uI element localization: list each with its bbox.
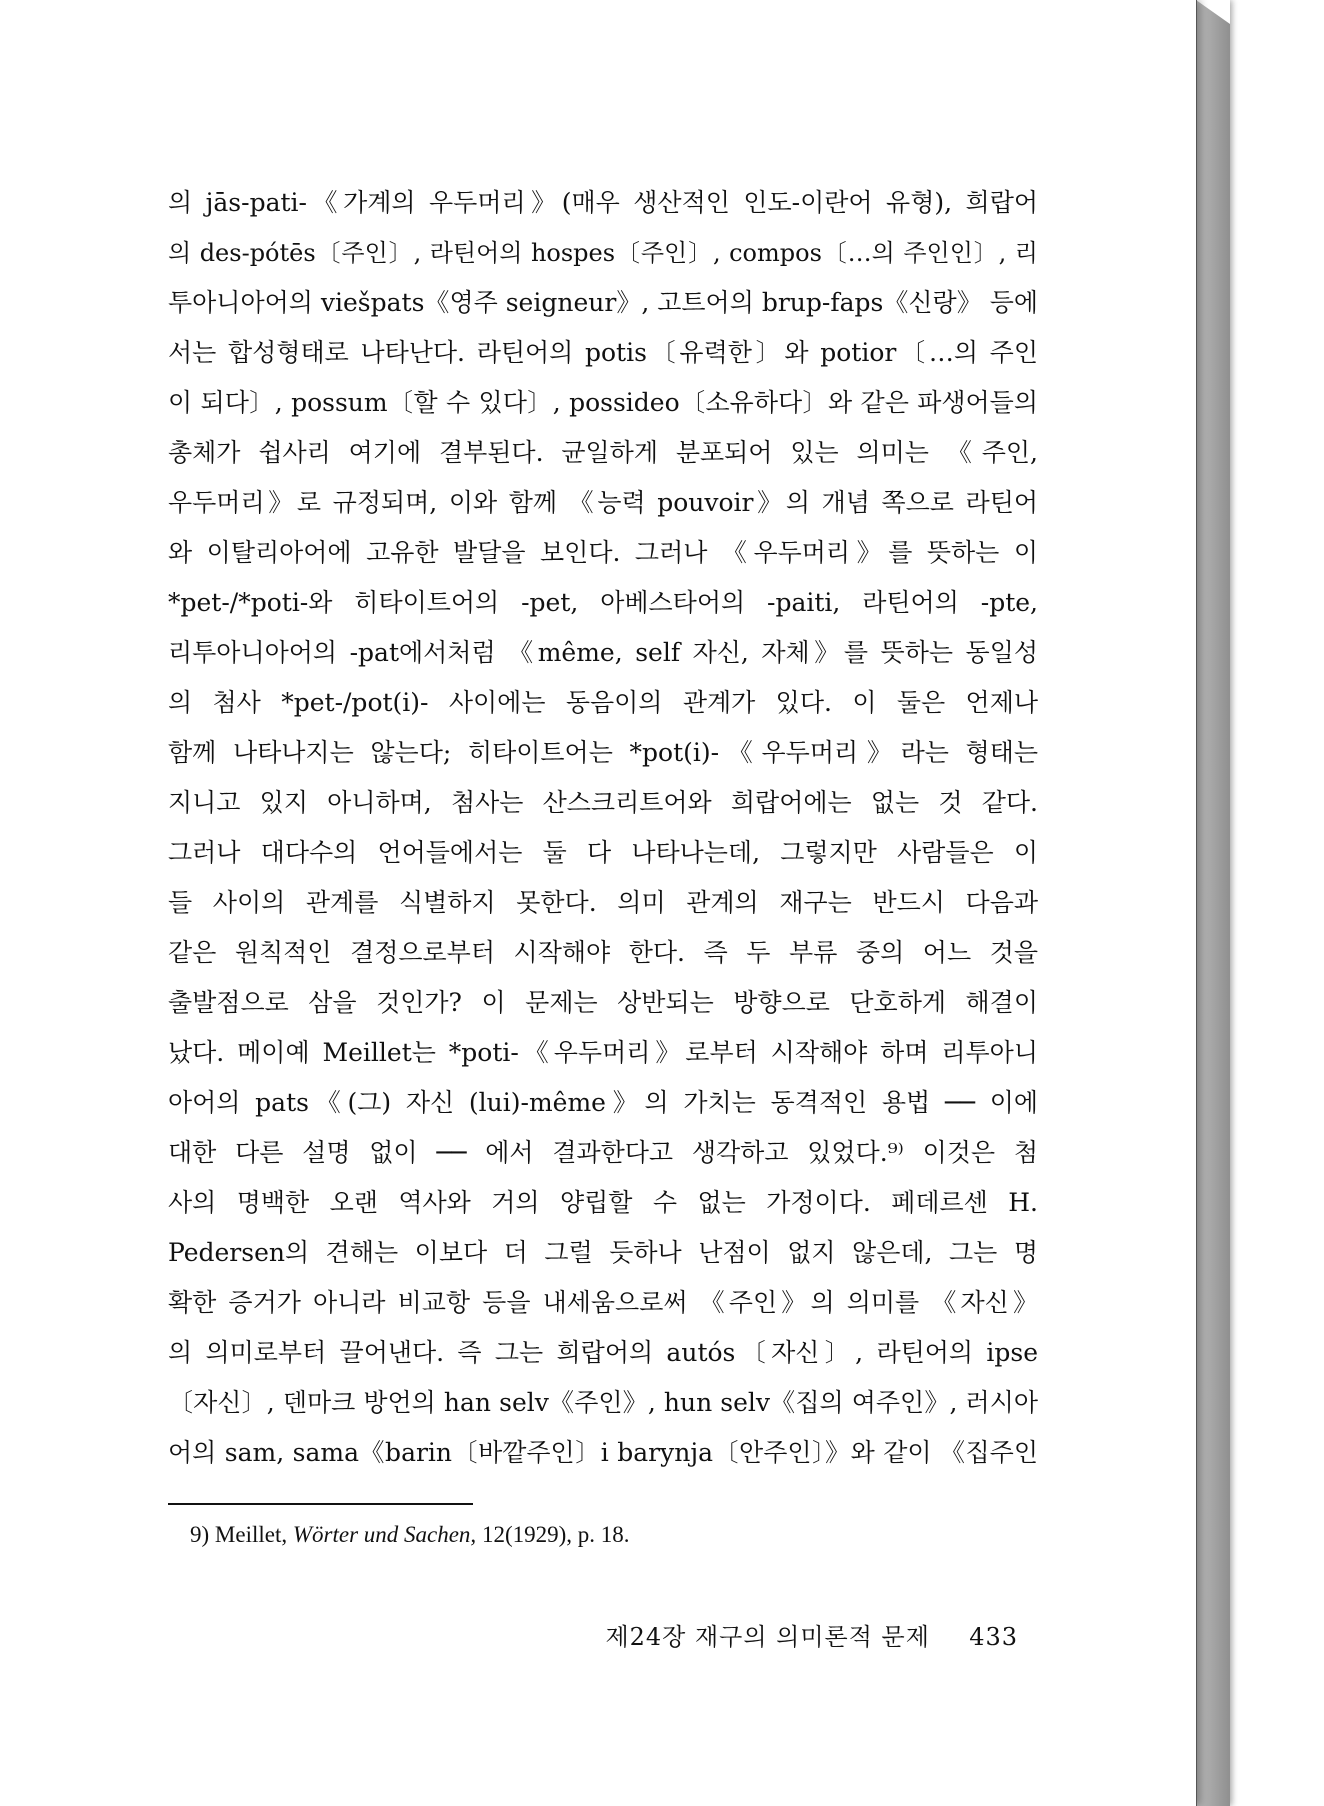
body-line: 났다. 메이예 Meillet는 *poti-《우두머리》로부터 시작해야 하며 리투아니	[168, 1038, 1038, 1067]
footnote-citation: 12(1929), p. 18.	[481, 1522, 630, 1547]
footnote-title: Wörter und Sachen,	[292, 1522, 477, 1547]
body-line: 확한 증거가 아니라 비교항 등을 내세움으로써 《주인》의 의미를 《자신》	[168, 1288, 1038, 1317]
body-line: 총체가 쉽사리 여기에 결부된다. 균일하게 분포되어 있는 의미는 《주인,	[168, 438, 1038, 467]
running-footer	[583, 1617, 1018, 1652]
body-line: 지니고 있지 아니하며, 첨사는 산스크리트어와 희랍어에는 없는 것 같다.	[168, 788, 1038, 817]
page-number: 433	[969, 1623, 1018, 1651]
body-line: 의 의미로부터 끌어낸다. 즉 그는 희랍어의 autós〔자신〕, 라틴어의 ipse	[168, 1338, 1038, 1367]
body-line: 대한 다른 설명 없이 ── 에서 결과한다고 생각하고 있었다.⁹⁾ 이것은 첨	[168, 1138, 1038, 1167]
body-line: 의 des-pótēs〔주인〕, 라틴어의 hospes〔주인〕, compos〔…의 주인인〕, 리	[168, 239, 1038, 267]
footnote-number: 9)	[190, 1522, 210, 1547]
footnote-author: Meillet,	[214, 1522, 288, 1547]
body-line: 출발점으로 삼을 것인가? 이 문제는 상반되는 방향으로 단호하게 해결이	[168, 988, 1038, 1017]
body-text	[168, 178, 1038, 1478]
body-line: 그러나 대다수의 언어들에서는 둘 다 나타나는데, 그렇지만 사람들은 이	[168, 838, 1038, 867]
page-stack-edge	[1196, 0, 1230, 1806]
body-line: 같은 원칙적인 결정으로부터 시작해야 한다. 즉 두 부류 중의 어느 것을	[168, 938, 1038, 967]
body-line: 〔자신〕, 덴마크 방언의 han selv《주인》, hun selv《집의 여주인》, 러시아	[168, 1388, 1038, 1417]
body-line: 들 사이의 관계를 식별하지 못한다. 의미 관계의 재구는 반드시 다음과	[168, 888, 1038, 917]
body-line: 의 jās-pati-《가계의 우두머리》(매우 생산적인 인도-이란어 유형), 희랍어	[168, 188, 1038, 217]
body-line: Pedersen의 견해는 이보다 더 그럴 듯하나 난점이 없지 않은데, 그는 명	[168, 1238, 1038, 1267]
body-line: 와 이탈리아어에 고유한 발달을 보인다. 그러나 《우두머리》를 뜻하는 이	[168, 538, 1038, 567]
body-line: 리투아니아어의 -pat에서처럼 《même, self 자신, 자체》를 뜻하는 동일성	[168, 638, 1038, 667]
body-line: 투아니아어의 viešpats《영주 seigneur》, 고트어의 brup-faps《신랑》 등에	[168, 288, 1038, 317]
footnote-divider	[168, 1503, 473, 1505]
footnote	[190, 1522, 630, 1548]
body-line: 의 첨사 *pet-/pot(i)- 사이에는 동음이의 관계가 있다. 이 둘은 언제나	[168, 688, 1038, 717]
body-line: 이 되다〕, possum〔할 수 있다〕, possideo〔소유하다〕와 같은 파생어들의	[168, 388, 1038, 417]
body-line: 사의 명백한 오랜 역사와 거의 양립할 수 없는 가정이다. 페데르센 H.	[168, 1188, 1038, 1217]
chapter-running-head: 제24장 재구의 의미론적 문제	[605, 1623, 930, 1651]
page-stack-corner	[1196, 0, 1230, 24]
body-line: 아어의 pats《(그) 자신 (lui)-même》의 가치는 동격적인 용법 ── 이에	[168, 1088, 1038, 1117]
body-line: 함께 나타나지는 않는다; 히타이트어는 *pot(i)-《우두머리》라는 형태는	[168, 738, 1038, 767]
body-line: 우두머리》로 규정되며, 이와 함께 《능력 pouvoir》의 개념 쪽으로 라틴어	[168, 488, 1038, 517]
body-line: 서는 합성형태로 나타난다. 라틴어의 potis〔유력한〕와 potior〔…의 주인	[168, 338, 1038, 367]
body-line: 어의 sam, sama《barin〔바깥주인〕i barynja〔안주인〕》와 같이 《집주인	[168, 1438, 1038, 1467]
body-line: *pet-/*poti-와 히타이트어의 -pet, 아베스타어의 -paiti, 라틴어의 -pte,	[168, 588, 1038, 617]
